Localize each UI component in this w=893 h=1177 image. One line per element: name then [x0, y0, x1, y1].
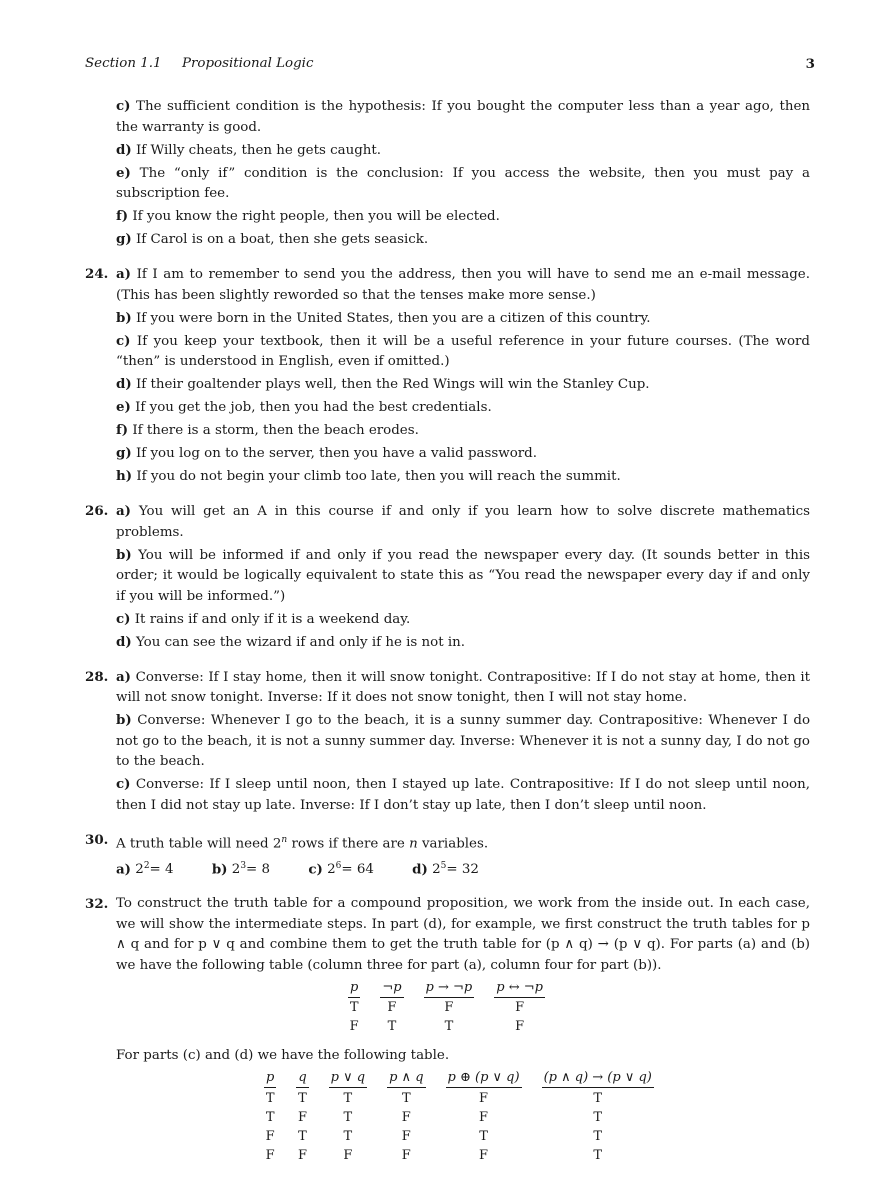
answer-a: a) $2^2= 4$: [116, 860, 174, 878]
table-cell: T: [401, 1090, 411, 1106]
exercise-28-body: [116, 667, 810, 818]
table-cell: F: [401, 1128, 411, 1144]
table-cell: F: [265, 1128, 275, 1144]
column-header: p ∨ q: [319, 1068, 377, 1089]
column-header: (p ∧ q) → (p ∨ q): [532, 1068, 664, 1089]
table-cell: F: [515, 1000, 525, 1016]
table-row: [254, 1127, 664, 1146]
exercise-number: 32.: [85, 896, 109, 913]
part-e: e) The “only if” condition is the conclusion: If you access the website, then you must pay a subscription fee.: [116, 164, 810, 201]
table-cell: F: [515, 1019, 525, 1035]
part-a: a) Converse: If I stay home, then it will snow tonight. Contrapositive: If I do not stay at home, then it will not snow tonight. Inverse: If it does not snow tonight, then I will not stay home.: [116, 668, 810, 705]
table-cell: F: [401, 1109, 411, 1125]
part-c: c) Converse: If I sleep until noon, then I stayed up late. Contrapositive: If I do not sleep until noon, then I did not stay up late. Inverse: If I don’t stay up late, then I don’t sleep until noon.: [116, 776, 810, 813]
section-title: Propositional Logic: [182, 56, 314, 71]
exercise-28: [85, 667, 810, 818]
table-cell: F: [297, 1147, 307, 1163]
page-number: 3: [805, 56, 815, 72]
exercise-26-body: [116, 501, 810, 655]
exercise-32-body: [116, 894, 810, 1165]
table-cell: T: [298, 1128, 307, 1144]
column-header: p: [338, 978, 370, 999]
exercise-number: 24.: [85, 266, 109, 282]
table-cell: T: [444, 1019, 454, 1035]
part-h: h) If you do not begin your climb too late, then you will reach the summit.: [116, 468, 621, 484]
table-cell: T: [387, 1019, 397, 1035]
table-cell: F: [265, 1147, 275, 1163]
exercise-number: 28.: [85, 668, 109, 685]
exercise-continued: [85, 96, 810, 252]
table-cell: F: [479, 1147, 489, 1163]
part-g: g) If you log on to the server, then you have a valid password.: [116, 445, 538, 461]
table-cell: T: [265, 1109, 275, 1125]
part-e: e) If you get the job, then you had the best credentials.: [116, 399, 492, 415]
table-cell: T: [343, 1109, 353, 1125]
column-header: p ⊕ (p ∨ q): [436, 1068, 532, 1089]
exercise-32: [85, 894, 810, 1165]
table-cell: T: [593, 1090, 603, 1106]
column-header: p → ¬p: [414, 978, 485, 999]
part-c: c) It rains if and only if it is a weekend day.: [116, 610, 411, 627]
table-cell: F: [479, 1109, 489, 1125]
column-header: p ↔ ¬p: [484, 978, 555, 999]
exercise-30-answers: [116, 856, 810, 881]
part-d: d) If Willy cheats, then he gets caught.: [116, 141, 382, 158]
truth-table-parts-c-d: [254, 1068, 664, 1165]
column-header: p ∧ q: [377, 1068, 435, 1089]
exercise-26: [85, 501, 810, 655]
part-b: b) Converse: Whenever I go to the beach, it is a sunny summer day. Contrapositive: Whenever I do not go to the beach, it is not a sunny summer day. Inverse: Whenever it is not a sunny day, I do not go to the beach.: [116, 712, 811, 769]
part-d: d) If their goaltender plays well, then the Red Wings will win the Stanley Cup.: [116, 376, 650, 392]
part-a: a) If I am to remember to send you the address, then you will have to send me an e-mail message. (This has been slightly reworded so that the tenses make more sense.): [116, 266, 810, 303]
table-cell: F: [387, 1000, 397, 1016]
exercise-continued-body: [116, 96, 810, 252]
table-cell: F: [297, 1109, 307, 1125]
exercise-24: [85, 264, 810, 489]
answer-d: d) $2^5= 32$: [412, 860, 479, 878]
truth-table-parts-a-b: [338, 978, 555, 1037]
section-label: Section 1.1: [85, 56, 162, 71]
table-cell: T: [593, 1147, 603, 1163]
exercise-24-body: [116, 264, 810, 489]
table-cell: F: [479, 1090, 489, 1106]
exercise-32-between: For parts (c) and (d) we have the following table.: [116, 1048, 450, 1064]
table-header-row: [338, 978, 555, 999]
table-cell: F: [401, 1147, 411, 1163]
part-c: c) If you keep your textbook, then it will be a useful reference in your future courses. (The word “then” is understood in English, even if omitted.): [116, 332, 810, 369]
table-cell: F: [343, 1147, 353, 1163]
part-b: b) If you were born in the United States, then you are a citizen of this country.: [116, 309, 651, 326]
part-b: b) You will be informed if and only if you read the newspaper every day. (It sounds better in this order; it would be logically equivalent to state this as “You read the newspaper every day if and only if you will be informed.”): [116, 546, 810, 604]
part-a: a) You will get an A in this course if and only if you learn how to solve discrete mathematics problems.: [116, 503, 810, 540]
exercise-30: [85, 830, 810, 883]
table-row: [254, 1089, 664, 1108]
exercise-32-intro: To construct the truth table for a compound proposition, we work from the inside out. In each case, we will show the intermediate steps. In part (d), for example, we first construct the truth tables for p ∧ q and for p ∨ q and combine them to get the truth table for (p ∧ q) → (p ∨ q). For parts (a) and (b) we have the following table (column three for part (a), column four for part (b)).: [116, 896, 810, 973]
table-cell: T: [349, 1000, 359, 1016]
page-header: [85, 54, 815, 74]
table-cell: F: [444, 1000, 454, 1016]
part-f: f) If there is a storm, then the beach erodes.: [116, 422, 419, 438]
table-cell: T: [343, 1090, 353, 1106]
table-cell: T: [343, 1128, 353, 1144]
table-cell: T: [479, 1128, 488, 1144]
part-f: f) If you know the right people, then you will be elected.: [116, 208, 500, 224]
table-cell: T: [298, 1090, 307, 1106]
column-header: ¬p: [370, 978, 413, 999]
table-row: [254, 1146, 664, 1165]
table-header-row: [254, 1068, 664, 1089]
table-cell: T: [593, 1128, 603, 1144]
table-row: [254, 1108, 664, 1127]
solutions-content: [85, 96, 810, 1177]
answer-c: c) $2^6= 64$: [308, 860, 374, 878]
table-cell: T: [593, 1109, 603, 1125]
column-header: q: [286, 1068, 318, 1089]
exercise-30-statement: A truth table will need 2$^n$ rows if there are n variables.: [116, 834, 489, 851]
table-cell: F: [349, 1019, 359, 1035]
answer-b: b) $2^3= 8$: [211, 860, 271, 878]
table-cell: T: [265, 1090, 275, 1106]
table-row: [338, 998, 555, 1017]
table-row: [338, 1017, 555, 1036]
exercise-number: 30.: [85, 831, 109, 848]
part-c: c) The sufficient condition is the hypothesis: If you bought the computer less than a year ago, then the warranty is good.: [116, 98, 810, 135]
exercise-number: 26.: [85, 503, 109, 519]
part-d: d) You can see the wizard if and only if he is not in.: [116, 633, 466, 650]
part-g: g) If Carol is on a boat, then she gets seasick.: [116, 231, 429, 247]
exercise-30-body: [116, 830, 810, 883]
column-header: p: [254, 1068, 286, 1089]
